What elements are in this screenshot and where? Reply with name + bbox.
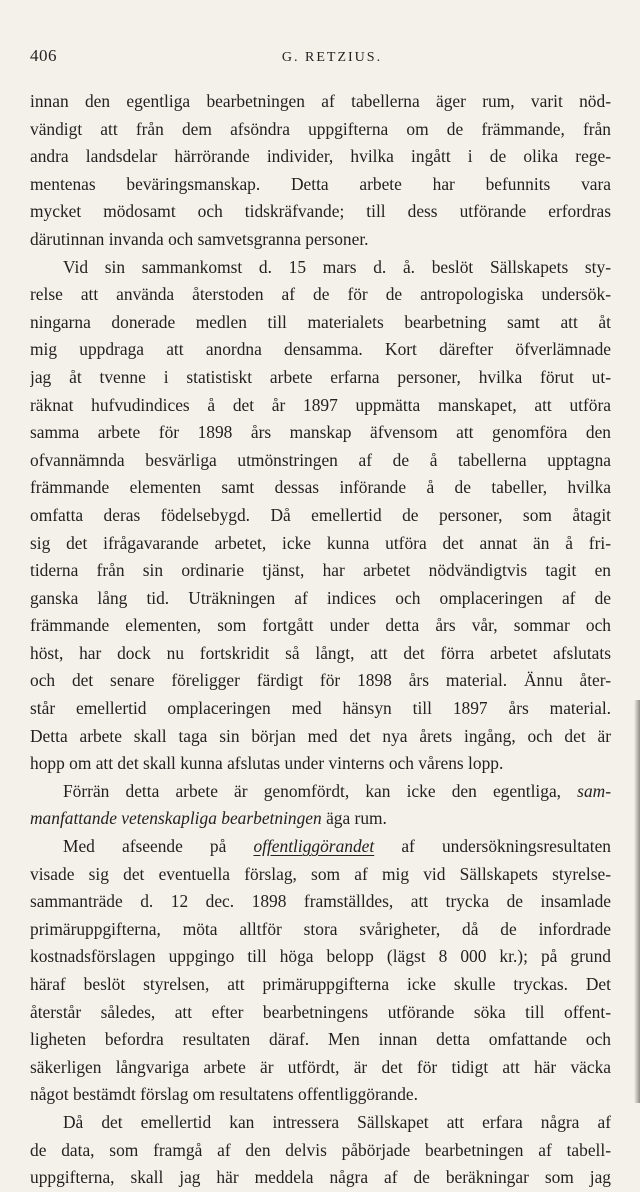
- text-line: ofvannämnda besvärliga utmönstringen af de å tabellerna upptagna: [30, 449, 611, 470]
- text-line: [30, 778, 611, 806]
- text-line: vändigt att från dem afsöndra uppgifterna om de främmande, från: [30, 118, 611, 139]
- text-line: innan den egentliga bearbetningen af tabellerna äger rum, varit nöd-: [30, 91, 611, 111]
- text-line: ligheten befordra resultaten däraf. Men innan detta omfattande och: [30, 1029, 611, 1050]
- text-line: står emellertid omplaceringen med hänsyn till 1897 års material.: [30, 698, 611, 719]
- text-line: samma arbete för 1898 års manskap äfvensom att genomföra den: [30, 422, 611, 443]
- page-number: 406: [30, 46, 57, 65]
- text-line: återstår således, att efter bearbetningens utförande söka till offent-: [30, 1001, 611, 1022]
- text-line: Då det emellertid kan intressera Sällskapet att erfara några af: [63, 1111, 611, 1132]
- text-line: relse att använda återstoden af de för de antropologiska undersök-: [30, 284, 611, 305]
- text-line: [30, 833, 611, 861]
- text-line: räknat hufvudindices å det år 1897 uppmätta manskapet, att utföra: [30, 394, 611, 415]
- body-text: [30, 88, 611, 1192]
- text-line: mig uppdraga att anordna densamma. Kort därefter öfverlämnade: [30, 339, 611, 360]
- page-header: [30, 46, 610, 70]
- text-line: Detta arbete skall taga sin början med det nya årets ingång, och det är: [30, 725, 611, 746]
- text-segment: Med afseende på: [63, 836, 254, 857]
- text-line: därutinnan invanda och samvetsgranna personer.: [30, 228, 369, 249]
- text-line: häraf beslöt styrelsen, att primäruppgifterna icke skulle tryckas. Det: [30, 974, 611, 994]
- text-line: andra landsdelar härrörande individer, hvilka ingått i de olika rege-: [30, 146, 611, 167]
- text-line: omfatta deras födelsebygd. Då emellertid de personer, som åtagit: [30, 504, 611, 525]
- text-line: Vid sin sammankomst d. 15 mars d. å. beslöt Sällskapets sty-: [63, 256, 611, 277]
- text-line: jag åt tvenne i statistiskt arbete erfarna personer, hvilka förut ut-: [30, 366, 611, 387]
- text-line: tiderna från sin ordinarie tjänst, har arbetet nödvändigtvis tagit en: [30, 560, 611, 581]
- text-line: de data, som framgå af den delvis påbörjade bearbetningen af tabell-: [30, 1139, 611, 1160]
- emphasized-text: sam-: [577, 780, 611, 801]
- text-segment: äga rum.: [321, 808, 387, 829]
- text-line: höst, har dock nu fortskridit så långt, att det förra arbetet afslutats: [30, 642, 611, 663]
- text-line: [30, 805, 611, 833]
- text-line: och det senare föreligger färdigt för 1898 års material. Ännu åter-: [30, 670, 611, 691]
- text-line: sammanträde d. 12 dec. 1898 framställdes, att trycka de insamlade: [30, 891, 611, 912]
- text-line: främmande elementen, som fortgått under detta års vår, sommar och: [30, 615, 611, 636]
- text-line: ningarna donerade medlen till materialets bearbetning samt att åt: [30, 311, 611, 332]
- page-edge-shadow: [634, 700, 640, 1103]
- underlined-emphasized-text: offentliggörandet: [253, 836, 375, 857]
- text-line: mentenas beväringsmanskap. Detta arbete har befunnits vara: [30, 173, 611, 194]
- text-line: ganska lång tid. Uträkningen af indices och omplaceringen af de: [30, 587, 611, 608]
- text-line: säkerligen långvariga arbete är utfördt, är det för tidigt att här väcka: [30, 1056, 611, 1077]
- text-line: uppgifterna, skall jag här meddela några af de beräkningar som jag: [30, 1167, 611, 1188]
- text-line: mycket mödosamt och tidskräfvande; till dess utförande erfordras: [30, 201, 611, 222]
- text-segment: af undersökningsresultaten: [374, 836, 611, 857]
- text-line: hopp om att det skall kunna afslutas under vinterns och vårens lopp.: [30, 753, 504, 774]
- text-line: kostnadsförslagen uppgingo till höga belopp (lägst 8 000 kr.); på grund: [30, 946, 611, 967]
- running-head: G. RETZIUS.: [281, 50, 383, 65]
- text-line: främmande elementen samt dessas införande å de tabeller, hvilka: [30, 477, 611, 498]
- text-line: visade sig det eventuella förslag, som af mig vid Sällskapets styrelse-: [30, 863, 611, 884]
- text-segment: Förrän detta arbete är genomfördt, kan icke den egentliga,: [63, 780, 578, 801]
- emphasized-text: manfattande vetenskapliga bearbetningen: [30, 808, 322, 829]
- text-line: sig det ifrågavarande arbetet, icke kunna utföra det annat än å fri-: [30, 532, 611, 553]
- text-line: något bestämdt förslag om resultatens offentliggörande.: [30, 1084, 418, 1105]
- text-line: primäruppgifterna, möta alltför stora svårigheter, då de infordrade: [30, 918, 611, 939]
